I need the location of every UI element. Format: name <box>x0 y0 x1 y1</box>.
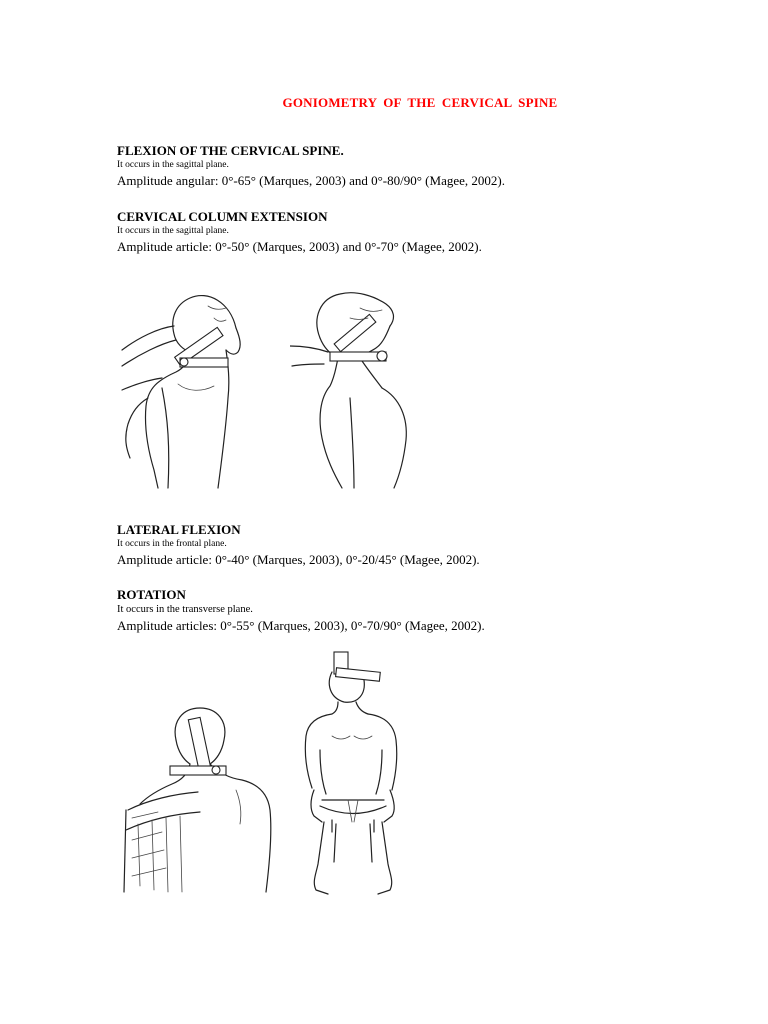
section-heading: LATERAL FLEXION <box>117 522 241 537</box>
goniometer-rotation-drawing-icon <box>292 650 422 900</box>
section-heading: FLEXION OF THE CERVICAL SPINE. <box>117 143 344 158</box>
section-plane: It occurs in the sagittal plane. <box>117 160 229 170</box>
section-rotation <box>117 587 677 635</box>
section-heading: CERVICAL COLUMN EXTENSION <box>117 209 328 224</box>
rotation-illustration <box>292 650 422 900</box>
flexion-illustration <box>118 288 268 490</box>
section-extension <box>117 209 677 256</box>
goniometer-lateral-flexion-drawing-icon <box>118 700 280 896</box>
page-title: GONIOMETRY OF THE CERVICAL SPINE <box>282 95 558 110</box>
extension-illustration <box>290 288 420 490</box>
section-amplitude: Amplitude article: 0°-40° (Marques, 2003), 0°-20/45° (Magee, 2002). <box>117 552 480 567</box>
section-plane: It occurs in the frontal plane. <box>117 539 227 549</box>
section-plane: It occurs in the sagittal plane. <box>117 226 229 236</box>
section-amplitude: Amplitude angular: 0°-65° (Marques, 2003) and 0°-80/90° (Magee, 2002). <box>117 173 505 188</box>
goniometer-flexion-drawing-icon <box>118 288 268 490</box>
section-flexion <box>117 143 677 190</box>
section-plane: It occurs in the transverse plane. <box>117 604 253 615</box>
lateral-flexion-illustration <box>118 700 280 896</box>
section-lateral-flexion <box>117 522 677 569</box>
goniometer-extension-drawing-icon <box>290 288 420 490</box>
section-amplitude: Amplitude articles: 0°-55° (Marques, 2003), 0°-70/90° (Magee, 2002). <box>117 618 485 633</box>
section-amplitude: Amplitude article: 0°-50° (Marques, 2003) and 0°-70° (Magee, 2002). <box>117 239 482 254</box>
section-heading: ROTATION <box>117 587 186 602</box>
